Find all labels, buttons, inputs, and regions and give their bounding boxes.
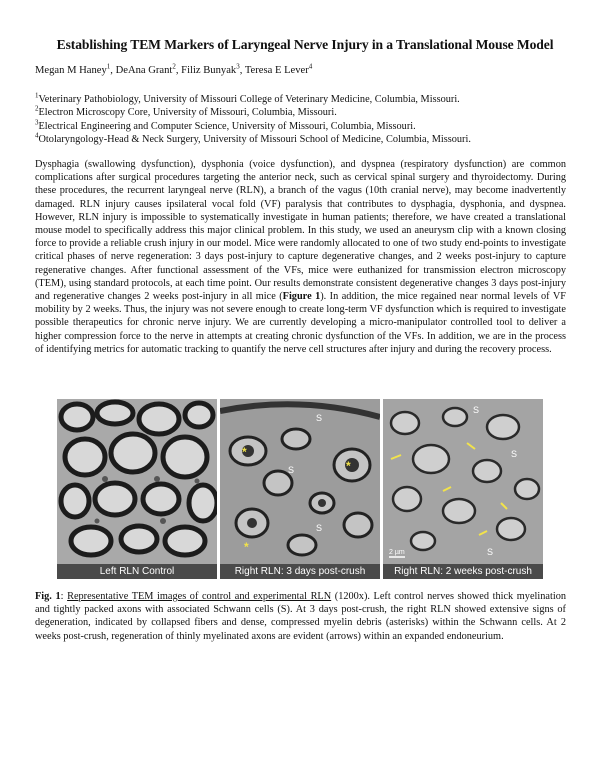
schwann-cell-marker: S	[288, 465, 295, 475]
tem-figure	[57, 399, 543, 579]
affiliation-sup: 1	[35, 91, 39, 100]
tem-micrograph-2-weeks	[383, 399, 543, 564]
author-sup: 1	[106, 62, 111, 71]
affiliation-text: Veterinary Pathobiology, University of Missouri College of Veterinary Medicine, Columbia, Missouri.	[38, 94, 460, 105]
affiliation	[35, 106, 575, 119]
abstract-text: ). In addition, the mice regained near normal levels of VF mobility by 2 weeks. Thus, the injury was not severe enough to create long-term VF dysfunction which is required to investigate possible therapeutics for chronic nerve injury. We are currently developing a micro-manipulator controlled tool to deliver a higher compression force to the nerve in attempts at creating chronic dysfunction of the VFs. In addition, we are in the process of identifying metrics for automatic tracking to quantify the nerve cell structures after injury and during the recovery process.	[35, 291, 567, 355]
panel-label: Right RLN: 2 weeks post-crush	[383, 564, 543, 579]
figure-caption	[35, 590, 566, 643]
schwann-cell-marker: S	[511, 449, 518, 459]
caption-text: (1200x). Left control nerves showed thick myelination and tightly packed axons with associated Schwann cells (S). At 3 days post-crush, the right RLN showed extensive signs of degeneration, indicated by collapsed fibers and dense, compressed myelin debris (asterisks) within the Schwann cells. At 2 weeks post-crush, regeneration of thinly myelinated axons are evident (arrows) within an expanded endoneurium.	[35, 591, 566, 642]
author-sup: 4	[308, 62, 313, 71]
affiliation-text: Electrical Engineering and Computer Science, University of Missouri, Columbia, Missouri.	[38, 120, 416, 132]
schwann-cell-marker: S	[316, 413, 323, 423]
abstract-paragraph	[35, 158, 566, 356]
tem-micrograph-control	[57, 399, 217, 564]
author-sup: 3	[236, 62, 240, 71]
caption-label: Fig. 1	[35, 591, 61, 602]
author-name: Megan M Haney	[35, 65, 107, 76]
caption-link[interactable]: Representative TEM images of control and experimental RLN	[67, 591, 332, 602]
affiliation	[35, 133, 575, 146]
asterisk-marker: *	[244, 540, 249, 554]
affiliation-text: Otolaryngology-Head & Neck Surgery, University of Missouri School of Medicine, Columbia, Missouri.	[38, 133, 471, 145]
schwann-cell-marker: S	[487, 547, 494, 557]
caption-separator: :	[60, 591, 68, 602]
schwann-cell-marker: S	[473, 405, 480, 415]
affiliation	[35, 120, 575, 133]
figure-reference: Figure 1	[282, 291, 321, 303]
author-sup: 2	[172, 62, 176, 71]
paper-title: Establishing TEM Markers of Laryngeal Nerve Injury in a Translational Mouse Model	[56, 37, 554, 52]
panel-label: Right RLN: 3 days post-crush	[220, 564, 380, 579]
schwann-cell-marker: S	[316, 523, 323, 533]
abstract-text: Dysphagia (swallowing dysfunction), dysphonia (voice dysfunction), and dyspnea (respiratory dysfunction) are common complications after surgical procedures targeting the anterior neck, such as cervical spinal surgery and thyroidectomy. During these procedures, the recurrent laryngeal nerve (RLN), a branch of the vagus (10th cranial nerve), may become inadvertently damaged. RLN injury causes ipsilateral vocal fold (VF) paralysis that contributes to dysphagia, dysphonia, and dyspnea. However, RLN injury is impossible to systematically investigate in human patients; therefore, we have created a translational mouse model to specifically address this major clinical problem. In this study, we used an aneurysm clip with a known closing force to provide a reliable crush injury in our model. Mice were randomly allocated to one of two study end-points to investigate critical phases of nerve regeneration: 3 days post-injury to capture degenerative changes, and 2 weeks post-injury to capture regenerative changes. After functional assessment of the VFs, mice were euthanized for transmission electron microscopy (TEM), using standard protocols, at each time point. Our results demonstrate consistent degenerative changes 3 days post-injury and regenerative changes 2 weeks post-injury in all mice (	[35, 159, 566, 303]
tem-panel-3-days	[220, 399, 380, 579]
panel-label: Left RLN Control	[57, 564, 217, 579]
asterisk-marker: *	[242, 445, 247, 459]
tem-panel-2-weeks	[383, 399, 543, 579]
author-list: Megan M Haney$^1$, DeAna Grant$^2$, Filiz Bunyak$^3$, Teresa E Lever$^4$	[35, 62, 313, 76]
scale-bar-label: 2 µm	[389, 549, 405, 556]
affiliation-sup: 4	[35, 131, 39, 140]
affiliation-sup: 2	[35, 104, 39, 113]
tem-micrograph-3-days	[220, 399, 380, 564]
author-name: Teresa E Lever	[244, 65, 309, 76]
affiliation-list	[35, 93, 575, 146]
asterisk-marker: *	[346, 459, 351, 473]
tem-panel-control	[57, 399, 217, 579]
affiliation	[35, 93, 575, 106]
author-name: DeAna Grant	[115, 65, 173, 76]
affiliation-sup: 3	[35, 118, 39, 127]
affiliation-text: Electron Microscopy Core, University of Missouri, Columbia, Missouri.	[38, 107, 337, 119]
author-name: Filiz Bunyak	[181, 65, 237, 76]
